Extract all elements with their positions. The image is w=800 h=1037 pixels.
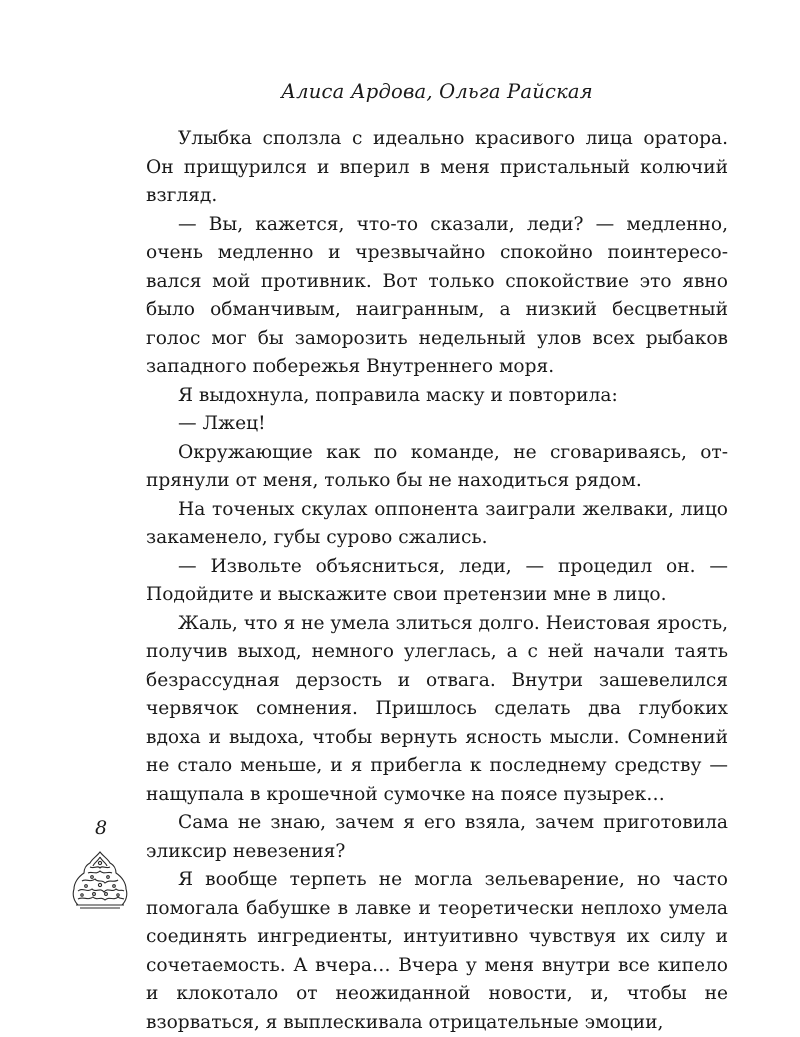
paragraph: — Вы, кажется, что-то сказали, леди? — медленно, очень медленно и чрезвычайно спокойно поинтересовался мой противник. Вот только спокойствие это явно было обманчивым, наигранным, а низкий бесцветный голос мог бы заморозить недельный улов всех рыбаков западного побережья Внутреннего моря. [146,213,728,377]
running-head: Алиса Ардова, Ольга Райская [281,80,593,103]
paragraph: Я вообще терпеть не могла зельеварение, но часто помогала бабушке в лавке и теоретически неплохо умела соединять ингредиенты, интуитивно чувствуя их силу и сочетаемость. А вчера… Вчера у меня внутри все кипело и клокотало от неожиданной новости, и, чтобы не взорваться, я выплескивала отрицательные эмоции, [146,869,728,1033]
paragraph: — Лжец! [178,413,266,434]
paragraph: На точеных скулах оппонента заиграли желваки, лицо закаменело, губы сурово сжались. [146,498,728,548]
paragraph: Окружающие как по команде, не сговариваясь, отпрянули от меня, только бы не находиться рядом. [146,441,728,491]
ornament-icon [68,849,132,911]
paragraph: Улыбка сползла с идеально красивого лица оратора. Он прищурился и вперил в меня пристальный колючий взгляд. [146,128,728,206]
text-block [146,125,728,1037]
paragraph: Жаль, что я не умела злиться долго. Неистовая ярость, получив выход, немного улеглась, а с ней начали таять безрассудная дерзость и отвага. Внутри зашевелился червячок сомнения. Пришлось сделать два глубоких вдоха и выдоха, чтобы вернуть ясность мысли. Сомнений не стало меньше, и я прибегла к последнему средству — нащупала в крошечной сумочке на поясе пузырек… [146,612,728,805]
paragraph: Я выдохнула, поправила маску и повторила: [178,384,618,406]
paragraph: Сама не знаю, зачем я его взяла, зачем приготовила эликсир невезения? [146,812,728,862]
paragraph: — Извольте объясниться, леди, — процедил он. — Подойдите и выскажите свои претензии мне в лицо. [146,555,728,605]
page-number: 8 [95,817,108,839]
